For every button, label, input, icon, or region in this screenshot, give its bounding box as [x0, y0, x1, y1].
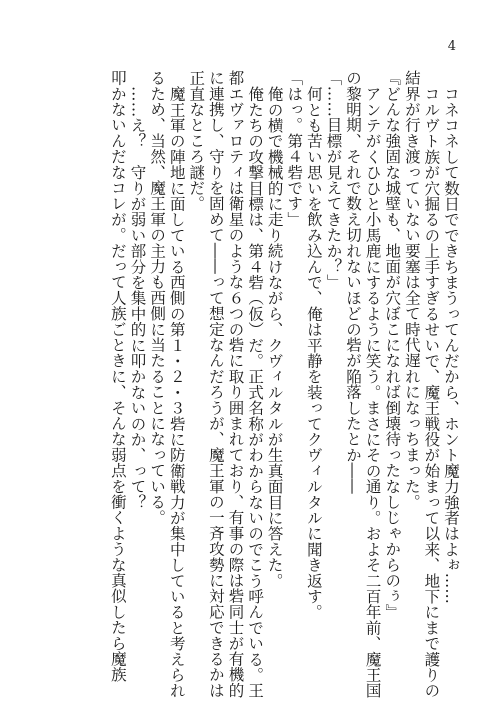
text-line: 何とも苦い思いを飲み込んで、俺は平静を装ってクヴィルタルに聞き返す。	[304, 85, 323, 620]
text-line: アンテがくひひと小馬鹿にするように笑う。まさにその通り。およそ二百年前、魔王国	[363, 85, 382, 698]
text-line: 都エヴァロティは衛星のような６つの砦に取り囲まれており、有事の際は砦同士が有機的	[226, 70, 245, 698]
text-line: るため、当然、魔王軍の主力も西側に当たることになっている。	[148, 70, 167, 526]
text-line: に連携し、守りを固めて――って想定なんだろうが、魔王軍の一斉攻勢に対応できるかは	[206, 70, 225, 698]
text-line: 俺たちの攻撃目標は、第４砦（仮）だ。正式名称がわからないのでこう呼んでいる。王	[246, 85, 265, 698]
vertical-text-body	[44, 70, 460, 698]
text-line: 俺の横で機械的に走り続けながら、クヴィルタルが生真面目に答えた。	[265, 85, 284, 588]
text-line: 魔王軍の陣地に面している西側の第１・２・３砦に防衛戦力が集中していると考えられ	[167, 85, 186, 698]
page-number: 4	[447, 39, 456, 54]
text-line: コネコネして数日でできちまうってんだから、ホント魔力強者はよぉ……	[442, 85, 460, 604]
text-line: 「……目標が見えてきたか？」	[324, 70, 343, 290]
text-line: の黎明期、それで数え切れないほどの砦が陥落したとか――	[344, 70, 363, 494]
text-line: 『どんな強固な城壁も、地面が穴ぼこになれば倒壊待ったなしじゃからのぅ』	[383, 70, 402, 620]
text-line: コルヴト族が穴掘るの上手すぎるせいで、魔王戦役が始まって以来、地下にまで護りの	[422, 85, 441, 698]
text-line: ……え？ 守りが弱い部分を集中的に叩かないのか、って？	[128, 85, 147, 510]
text-line: 叩かないんだなコレが。だって人族ごときに、そんな弱点を衝くような真似したら魔族	[108, 70, 127, 683]
text-line: 結界が行き渡っていない要塞は全て時代遅れになっちまった。	[402, 70, 421, 510]
text-line: 「はっ。第４砦です」	[285, 70, 304, 227]
text-line: 正直なところ謎だ。	[187, 70, 206, 212]
